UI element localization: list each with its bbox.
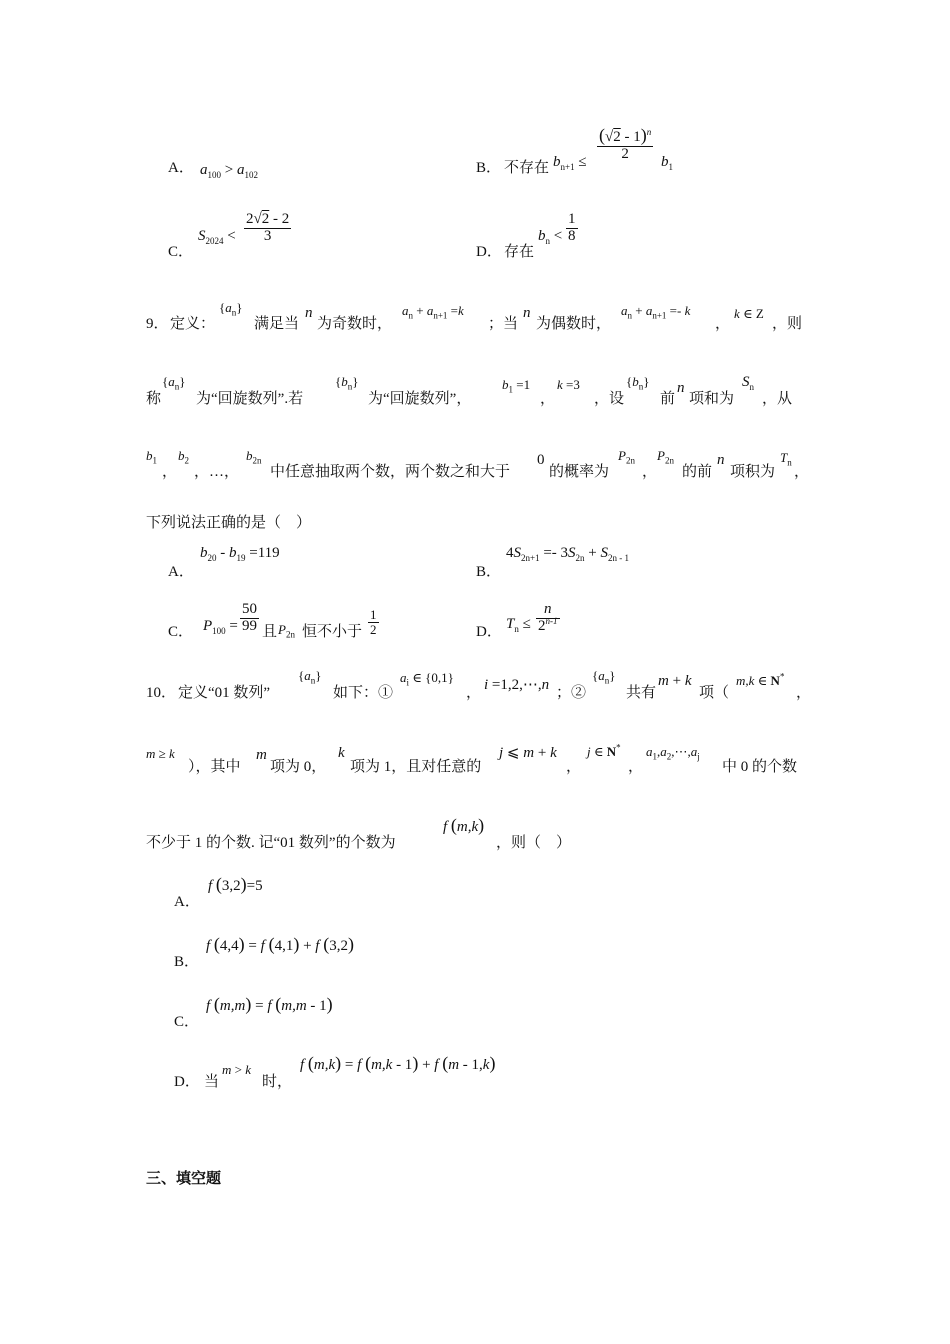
- formula: n: [305, 305, 313, 321]
- formula: $\{a_n\}$: [162, 374, 186, 392]
- text: ），其中: [188, 759, 241, 775]
- text: 为“回旋数列”，: [368, 391, 472, 407]
- formula: f (m,k): [443, 815, 485, 835]
- formula: $b_1$: [146, 448, 157, 466]
- text: ，则: [772, 316, 803, 332]
- formula: $\{b_n\}$: [626, 374, 650, 392]
- text: 定义“01 数列”: [178, 685, 271, 701]
- text: ，: [162, 464, 178, 480]
- text: 为“回旋数列”.若: [196, 391, 304, 407]
- text: ，: [540, 391, 556, 407]
- text: 项积为: [730, 464, 776, 480]
- text: 中任意抽取两个数，两个数之和大于: [270, 464, 511, 480]
- text: 项和为: [689, 391, 735, 407]
- fraction: $\frac{1}{2}$: [370, 607, 377, 637]
- formula: f (m,k) = f (m,k - 1) + f (m - 1,k): [300, 1053, 496, 1073]
- formula: n: [717, 452, 725, 468]
- formula: $P_{100}$ =: [203, 618, 238, 636]
- formula: $S_n$: [742, 374, 754, 392]
- formula: m ≥ k: [146, 746, 175, 761]
- formula: $P_{2n}$: [278, 622, 295, 640]
- formula: $b_{2n}$: [246, 448, 262, 466]
- text: 如下：①: [333, 685, 394, 701]
- text: 的前: [682, 464, 713, 480]
- fraction: $\frac{50}{99}$: [242, 601, 257, 634]
- text: 不少于 1 的个数. 记“01 数列”的个数为: [146, 835, 396, 851]
- text: ；②: [556, 685, 587, 701]
- option-label: B．: [476, 160, 502, 176]
- formula: m > k: [222, 1062, 252, 1077]
- formula: $a_n + a_{n+1} =- k$: [621, 303, 691, 321]
- formula: $b_1 =1$: [502, 377, 531, 395]
- formula: $P_{2n}$: [618, 448, 635, 466]
- formula: $4S_{2n+1} =- 3S_{2n} + S_{2n - 1}$: [506, 545, 630, 563]
- text: 恒不小于: [302, 624, 363, 640]
- formula: $a_1,a_2,\cdots,a_j$: [646, 744, 700, 762]
- formula: $T_n$ ≤: [506, 616, 531, 634]
- text: ，: [715, 316, 731, 332]
- section-title: 三、填空题: [146, 1171, 222, 1187]
- text: ，: [628, 759, 644, 775]
- formula: k ∈ Z: [734, 306, 764, 321]
- question-number: 10．: [146, 685, 177, 701]
- text: ，: [796, 685, 812, 701]
- text: 项为 1，且对任意的: [350, 759, 482, 775]
- formula: $a_n + a_{n+1} =k$: [402, 303, 464, 321]
- text: 且: [262, 624, 278, 640]
- text: 前: [660, 391, 676, 407]
- text: 满足当: [254, 316, 300, 332]
- option-label: C．: [168, 624, 194, 640]
- formula: m: [256, 747, 267, 763]
- formula: k: [338, 745, 345, 761]
- option-label: D．: [476, 244, 502, 260]
- formula: f (m,m) = f (m,m - 1): [206, 994, 333, 1014]
- formula: $b_2$: [178, 448, 189, 466]
- formula: $a_i$ ∈ {0,1}: [400, 670, 454, 688]
- text: 称: [146, 391, 162, 407]
- text: ，: [642, 464, 658, 480]
- option-text: 不存在: [504, 160, 550, 176]
- formula: $a_{100} > a_{102}$: [200, 162, 258, 180]
- formula: n: [677, 380, 685, 396]
- fraction: $\frac{1}{8}$: [568, 211, 576, 244]
- question-number: 9．: [146, 316, 169, 332]
- text: 时，: [262, 1074, 293, 1090]
- formula: $b_{20} - b_{19} =119$: [200, 545, 280, 563]
- text: 为偶数时，: [536, 316, 612, 332]
- formula: $T_n$: [780, 450, 792, 468]
- text: 中 0 的个数: [722, 759, 798, 775]
- fraction: $\frac{2√2 - 2}{3}$: [246, 211, 290, 244]
- text: 的概率为: [549, 464, 610, 480]
- option-label: B．: [174, 954, 200, 970]
- option-label: A．: [168, 564, 194, 580]
- option-label: C．: [168, 244, 194, 260]
- option-label: B．: [476, 564, 502, 580]
- text: ，…，: [194, 464, 240, 480]
- text: ，设: [594, 391, 625, 407]
- text: 定义：: [170, 316, 216, 332]
- formula: f (3,2)=5: [208, 874, 263, 894]
- question-prompt: 下列说法正确的是（ ）: [146, 515, 312, 531]
- fraction: $\frac{n}{2^{n-1}}$: [538, 601, 558, 634]
- option-label: D．: [476, 624, 502, 640]
- text: ，: [466, 685, 482, 701]
- option-label: C．: [174, 1014, 200, 1030]
- text: ，则（ ）: [496, 835, 572, 851]
- formula: $b_{n+1}$ ≤: [553, 154, 587, 172]
- formula: j ⩽ m + k: [499, 745, 557, 761]
- option-text: 存在: [504, 244, 535, 260]
- text: 为奇数时，: [317, 316, 393, 332]
- formula: $\{a_n\}$: [219, 300, 243, 318]
- text: 项为 0，: [270, 759, 327, 775]
- formula: k =3: [557, 377, 580, 392]
- formula: $\{a_n\}$: [592, 668, 616, 686]
- option-label: D．: [174, 1074, 200, 1090]
- option-label: A．: [168, 160, 194, 176]
- text: 项（: [699, 685, 730, 701]
- formula: m,k ∈ N*: [736, 671, 785, 688]
- formula: $b_1$: [661, 154, 673, 172]
- formula: $b_n$ <: [538, 228, 563, 246]
- option-label: A．: [174, 894, 200, 910]
- formula: $P_{2n}$: [657, 448, 674, 466]
- formula: $S_{2024}$ <: [198, 228, 236, 246]
- text: ，从: [762, 391, 793, 407]
- formula: n: [523, 305, 531, 321]
- text: ；当: [488, 316, 519, 332]
- text: ，: [566, 759, 582, 775]
- formula: i =1,2,⋯,n: [484, 677, 550, 693]
- formula: $\{a_n\}$: [298, 668, 322, 686]
- formula: m + k: [658, 673, 692, 689]
- text: ，: [794, 464, 810, 480]
- fraction: $\frac{(√2 - 1)^n}{2}$: [599, 125, 652, 162]
- formula: 0: [537, 452, 545, 468]
- formula: $\{b_n\}$: [335, 374, 359, 392]
- formula: f (4,4) = f (4,1) + f (3,2): [206, 934, 354, 954]
- formula: j ∈ N*: [587, 742, 621, 759]
- text: 共有: [626, 685, 657, 701]
- text: 当: [204, 1074, 220, 1090]
